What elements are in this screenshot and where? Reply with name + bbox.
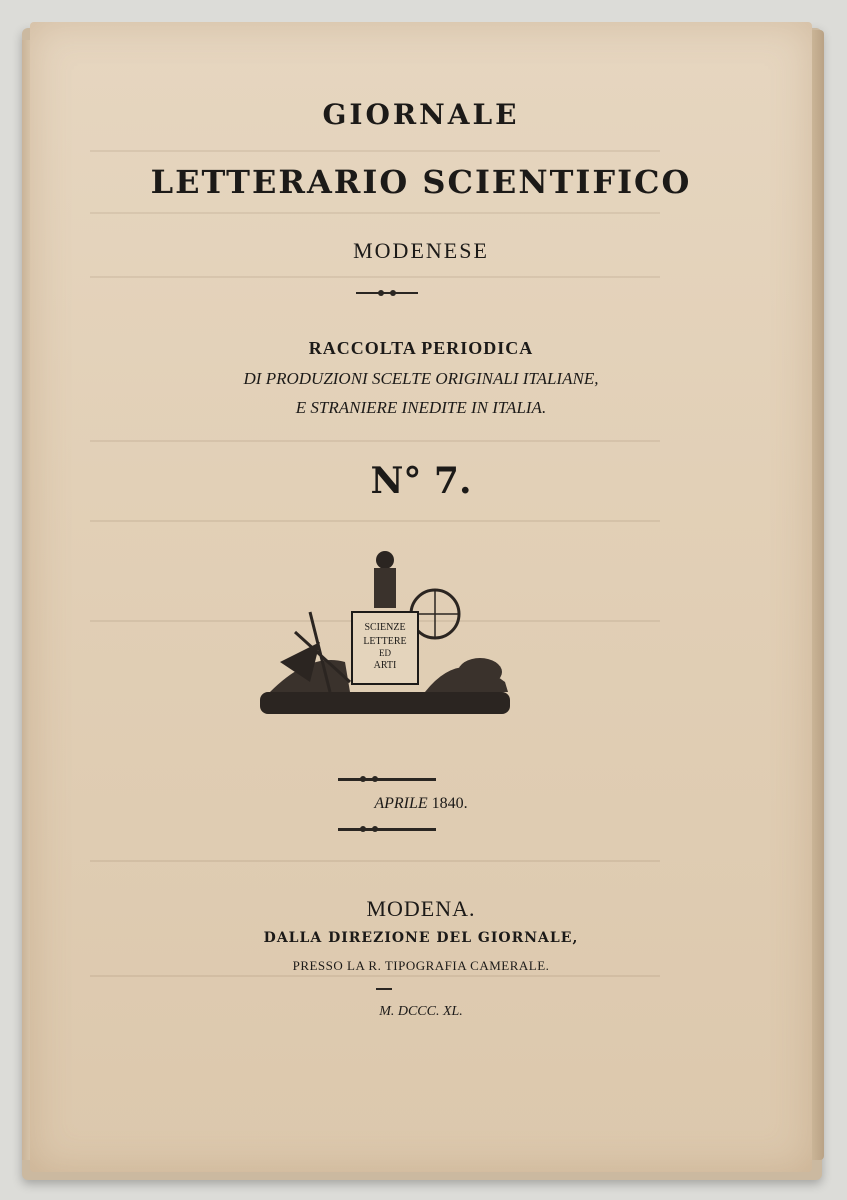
printer: PRESSO LA R. TIPOGRAFIA CAMERALE. [292,958,550,973]
bleed-line [90,276,660,278]
ornamental-rule [338,828,436,831]
ornamental-rule [356,292,418,294]
publication-date [30,795,812,813]
bleed-line [90,860,660,862]
emblem-label: ARTI [373,660,397,671]
emblem-label: SCIENZE [364,622,406,633]
year-roman: M. DCCC. XL. [379,1004,463,1019]
bleed-line [90,440,660,442]
city: MODENA. [366,896,476,921]
publisher: DALLA DIREZIONE DEL GIORNALE, [263,930,579,946]
date-year: 1840. [431,795,468,812]
subtitle-line-2: E STRANIERE INEDITE IN ITALIA. [295,398,547,417]
emblem-label: ED [379,648,391,658]
divider [376,988,392,990]
subtitle-line-1: DI PRODUZIONI SCELTE ORIGINALI ITALIANE, [243,369,599,388]
ornamental-rule [338,778,436,781]
bleed-line [90,212,660,214]
title-letterario-scientifico: LETTERARIO SCIENTIFICO [150,163,692,201]
bleed-line [90,520,660,522]
title-giornale: GIORNALE [322,98,520,131]
allegorical-vignette-image [250,542,520,732]
bleed-line [90,150,660,152]
issue-number: N° 7. [370,460,472,502]
subtitle-raccolta: RACCOLTA PERIODICA [308,338,534,358]
bleed-line [90,975,660,977]
title-modenese: MODENESE [353,238,489,263]
emblem-label: LETTERE [363,636,407,647]
date-month: APRILE [374,795,428,812]
